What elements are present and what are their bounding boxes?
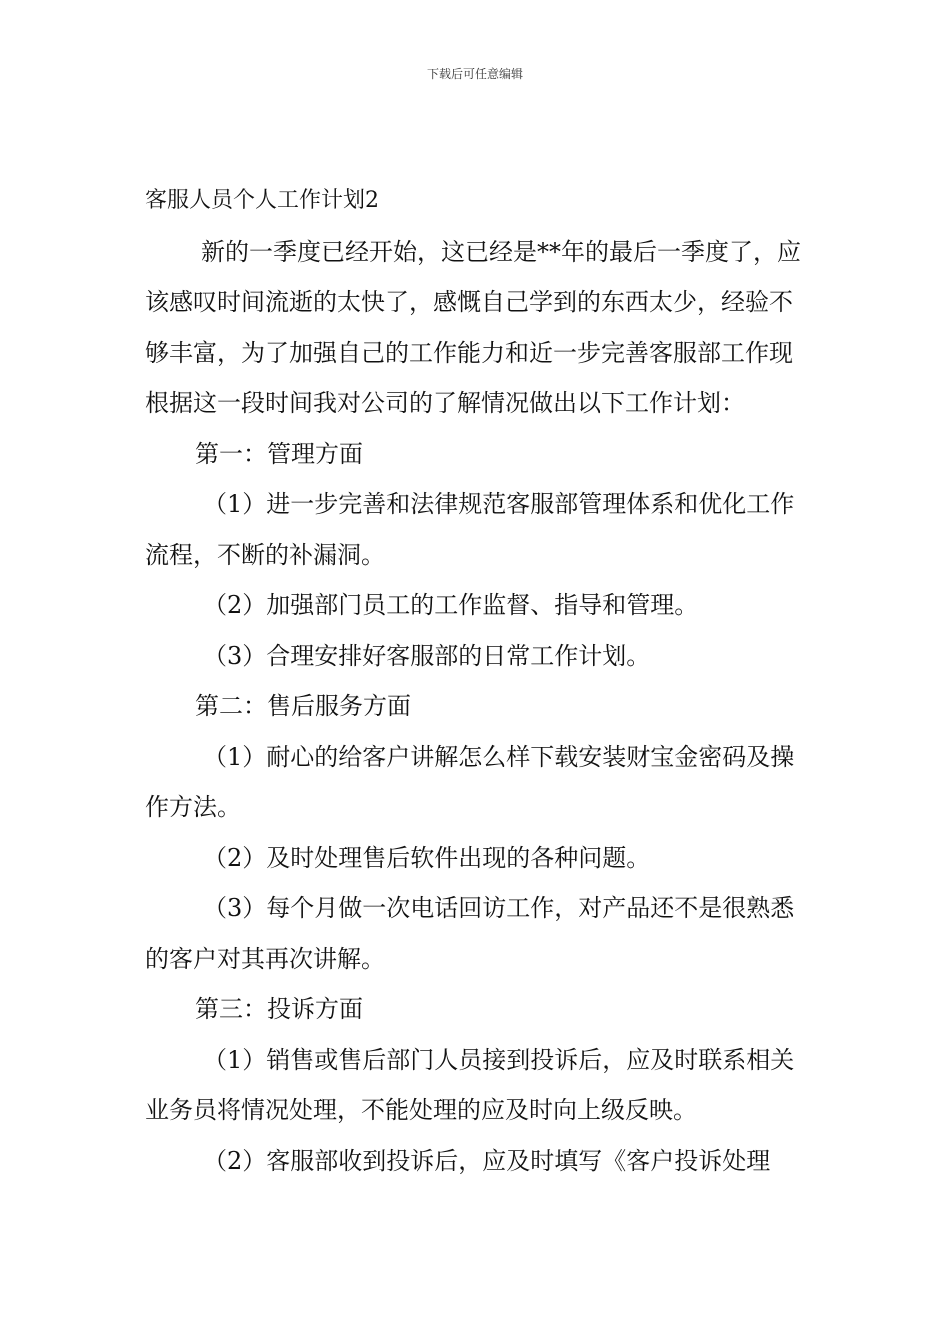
management-item-2: （2）加强部门员工的工作监督、指导和管理。 [203, 591, 699, 619]
complaints-item-1: （1）销售或售后部门人员接到投诉后，应及时联系相关业务员将情况处理，不能处理的应及时向上级反映。 [145, 1045, 795, 1124]
management-item-1: （1）进一步完善和法律规范客服部管理体系和优化工作流程，不断的补漏洞。 [145, 490, 795, 569]
section-heading-after-sales: 第二：售后服务方面 [195, 692, 411, 720]
document-body [145, 176, 813, 1186]
intro-paragraph: 新的一季度已经开始，这已经是**年的最后一季度了，应该感叹时间流逝的太快了，感慨自己学到的东西太少，经验不够丰富，为了加强自己的工作能力和近一步完善客服部工作现根据这一段时间我对公司的了解情况做出以下工作计划： [145, 237, 801, 417]
after-sales-item-3: （3）每个月做一次电话回访工作，对产品还不是很熟悉的客户对其再次讲解。 [145, 894, 795, 973]
after-sales-item-2: （2）及时处理售后软件出现的各种问题。 [203, 843, 651, 872]
page-header-note: 下载后可任意编辑 [426, 67, 523, 81]
document-title: 客服人员个人工作计划2 [145, 188, 379, 213]
section-heading-complaints: 第三：投诉方面 [195, 995, 363, 1023]
section-heading-management: 第一：管理方面 [195, 439, 363, 468]
after-sales-item-1: （1）耐心的给客户讲解怎么样下载安装财宝金密码及操作方法。 [145, 742, 795, 821]
management-item-3: （3）合理安排好客服部的日常工作计划。 [203, 641, 651, 670]
complaints-item-2: （2）客服部收到投诉后，应及时填写《客户投诉处理 [203, 1146, 771, 1175]
